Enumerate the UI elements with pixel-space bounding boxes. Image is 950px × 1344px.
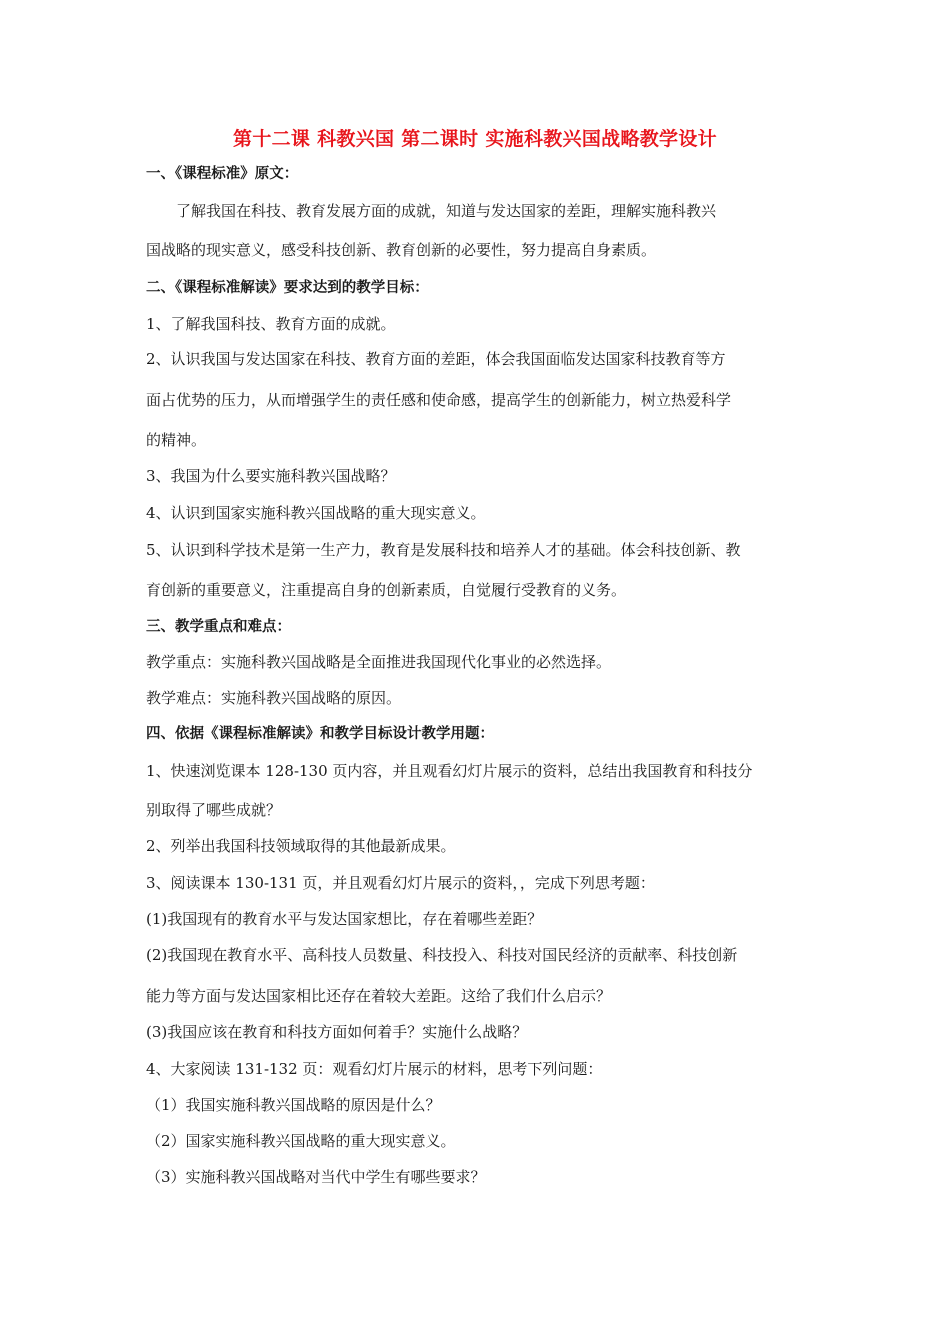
section-heading-2: 二、《课程标准解读》要求达到的教学目标： <box>146 280 429 296</box>
list-item: 3、阅读课本 130-131 页，并且观看幻灯片展示的资料，，完成下列思考题： <box>146 874 655 892</box>
paragraph-line: 了解我国在科技、教育发展方面的成就，知道与发达国家的差距，理解实施科教兴 <box>176 202 717 220</box>
list-item: 2、列举出我国科技领域取得的其他最新成果。 <box>146 837 456 855</box>
list-item: 4、认识到国家实施科教兴国战略的重大现实意义。 <box>146 504 486 522</box>
sub-question: (3)我国应该在教育和科技方面如何着手？实施什么战略？ <box>146 1023 528 1041</box>
sub-question: （1）我国实施科教兴国战略的原因是什么？ <box>146 1096 441 1114</box>
document-title: 第十二课 科教兴国 第二课时 实施科教兴国战略教学设计 <box>233 128 717 150</box>
sub-question: （3）实施科教兴国战略对当代中学生有哪些要求？ <box>146 1168 486 1186</box>
section-heading-1: 一、《课程标准》原文： <box>146 166 299 182</box>
paragraph-line: 国战略的现实意义，感受科技创新、教育创新的必要性，努力提高自身素质。 <box>146 241 657 259</box>
sub-question: (1)我国现有的教育水平与发达国家想比，存在着哪些差距？ <box>146 910 543 928</box>
sub-question-continuation: 能力等方面与发达国家相比还存在着较大差距。这给了我们什么启示？ <box>146 987 612 1005</box>
difficult-point: 教学难点：实施科教兴国战略的原因。 <box>146 689 402 707</box>
list-item-continuation: 的精神。 <box>146 431 207 449</box>
sub-question: （2）国家实施科教兴国战略的重大现实意义。 <box>146 1132 456 1150</box>
key-point: 教学重点：实施科教兴国战略是全面推进我国现代化事业的必然选择。 <box>146 653 612 671</box>
section-heading-4: 四、依据《课程标准解读》和教学目标设计教学用题： <box>146 726 494 742</box>
sub-question: (2)我国现在教育水平、高科技人员数量、科技投入、科技对国民经济的贡献率、科技创新 <box>146 946 738 964</box>
list-item: 5、认识到科学技术是第一生产力，教育是发展科技和培养人才的基础。体会科技创新、教 <box>146 541 741 559</box>
list-item-continuation: 育创新的重要意义，注重提高自身的创新素质，自觉履行受教育的义务。 <box>146 581 627 599</box>
list-item: 3、我国为什么要实施科教兴国战略？ <box>146 467 396 485</box>
list-item-continuation: 别取得了哪些成就？ <box>146 801 282 819</box>
list-item: 2、认识我国与发达国家在科技、教育方面的差距，体会我国面临发达国家科技教育等方 <box>146 350 726 368</box>
section-heading-3: 三、教学重点和难点： <box>146 619 291 635</box>
list-item: 1、快速浏览课本 128-130 页内容，并且观看幻灯片展示的资料，总结出我国教育和科技分 <box>146 762 753 780</box>
list-item-continuation: 面占优势的压力，从而增强学生的责任感和使命感，提高学生的创新能力，树立热爱科学 <box>146 391 732 409</box>
list-item: 4、大家阅读 131-132 页：观看幻灯片展示的材料，思考下列问题： <box>146 1060 603 1078</box>
list-item: 1、了解我国科技、教育方面的成就。 <box>146 315 396 333</box>
